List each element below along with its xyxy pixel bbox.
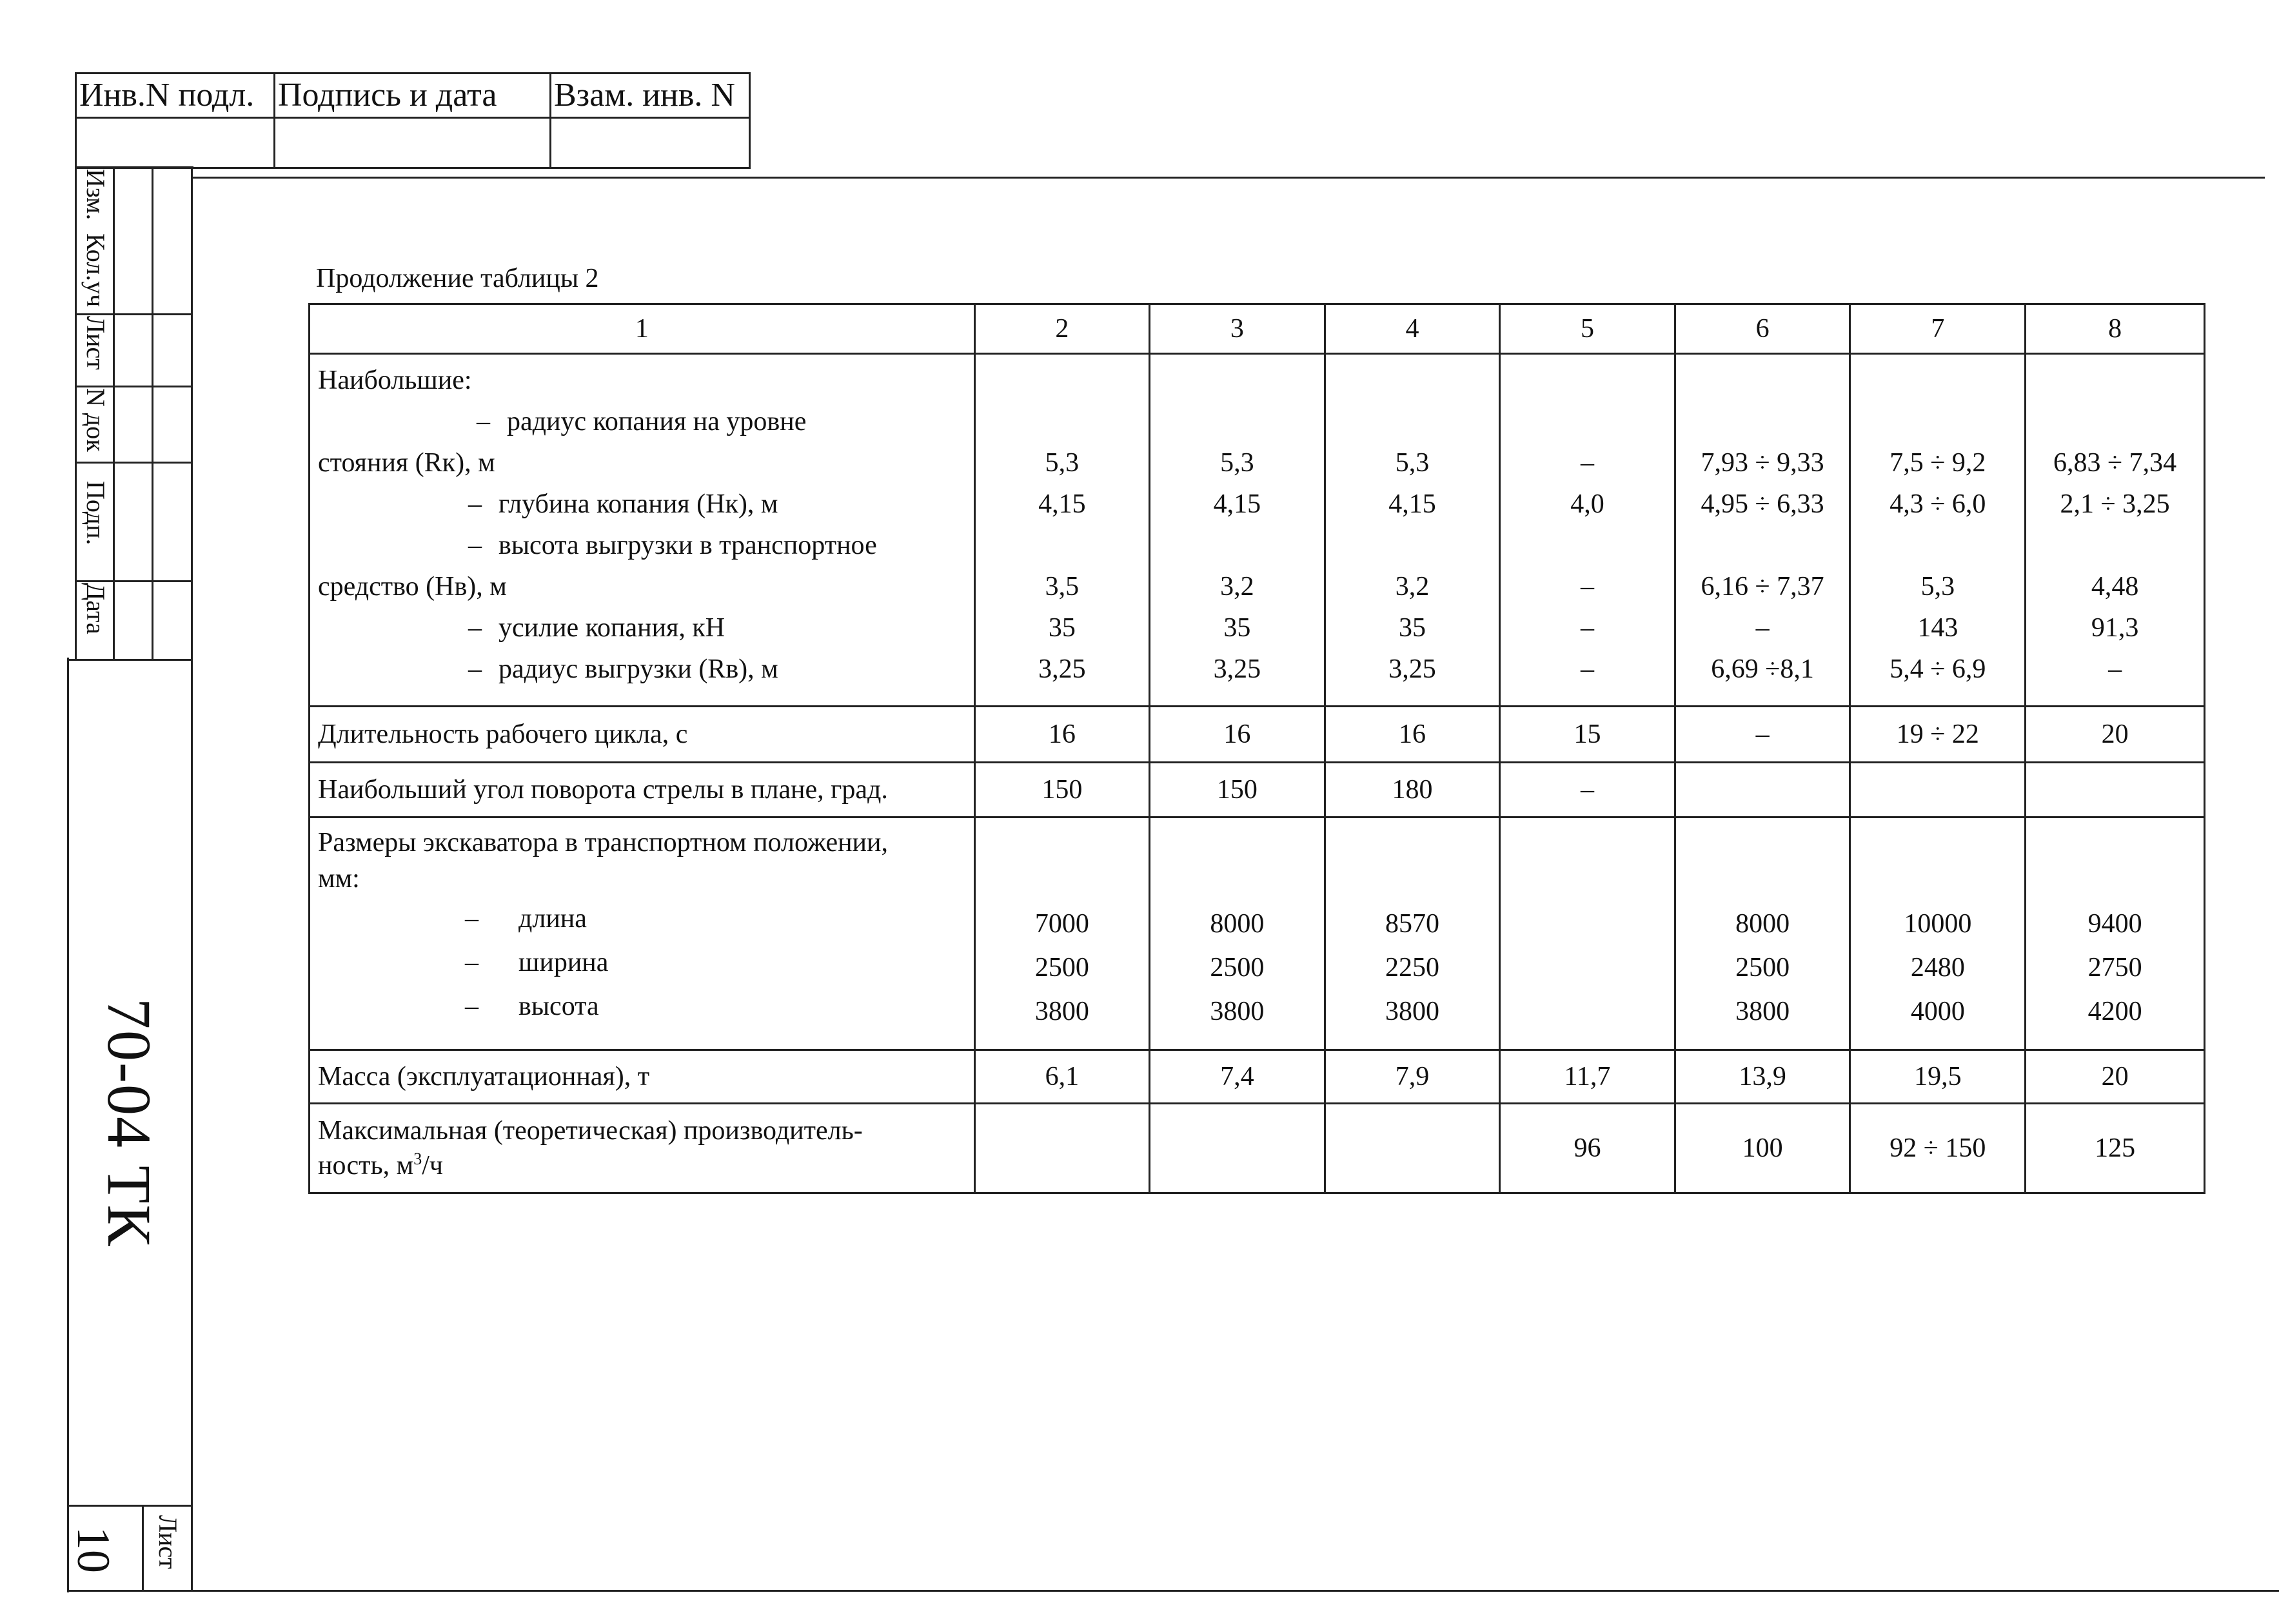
table-cell (1850, 763, 2026, 817)
row-label-largest (310, 354, 975, 707)
header-cell: 6 (1675, 304, 1850, 354)
table-cell: 150 (1150, 763, 1325, 817)
row-label-mass: Масса (эксплуатационная), т (310, 1050, 975, 1104)
table-row-largest (310, 354, 2205, 707)
dims-col-4: 8570 2250 3800 (1325, 817, 1500, 1050)
header-cell: 5 (1500, 304, 1675, 354)
largest-col-2: 5,3 4,15 3,5 35 3,25 (974, 354, 1150, 707)
side-label-ndok: N док (81, 388, 110, 452)
table-row-mass (310, 1050, 2205, 1104)
frame-line-left-upper (75, 166, 77, 660)
table-row-angle (310, 763, 2205, 817)
largest-title: Наибольшие: (318, 366, 472, 395)
side-label-izm: Изм. (81, 169, 110, 220)
side-row-line-1 (75, 313, 192, 315)
row-label-cycle: Длительность рабочего цикла, с (310, 707, 975, 763)
largest-item-5: – радиус выгрузки (Rв), м (468, 654, 778, 684)
largest-col-7: 7,5 ÷ 9,2 4,3 ÷ 6,0 5,3 143 5,4 ÷ 6,9 (1850, 354, 2026, 707)
frame-line-top (191, 177, 2265, 179)
side-row-line-4 (75, 580, 192, 582)
dims-length: – длина (465, 904, 587, 934)
stamp-inv-label: Инв.N подл. (79, 77, 255, 113)
dims-col-5 (1500, 817, 1675, 1050)
table-cell: 16 (1150, 707, 1325, 763)
stamp-cell-replace (551, 74, 749, 167)
largest-col-3: 5,3 4,15 3,2 35 3,25 (1150, 354, 1325, 707)
table-cell (1150, 1104, 1325, 1193)
table-cell: 16 (1325, 707, 1500, 763)
table-cell: 7,4 (1150, 1050, 1325, 1104)
stamp-cell-sign (275, 74, 551, 167)
table-cell (1675, 763, 1850, 817)
table-cell: 125 (2026, 1104, 2205, 1193)
dims-col-2: 7000 2500 3800 (974, 817, 1150, 1050)
stamp-replace-label: Взам. инв. N (554, 77, 735, 113)
table-cell: – (1675, 707, 1850, 763)
side-label-kol: Кол.уч (81, 233, 110, 308)
stamp-cell-inv (77, 74, 275, 167)
table-cell: 19 ÷ 22 (1850, 707, 2026, 763)
side-row-line-2 (75, 386, 192, 387)
frame-line-left-lower (67, 658, 69, 1592)
largest-item-1b: стояния (Rк), м (318, 448, 495, 478)
largest-col-6: 7,93 ÷ 9,33 4,95 ÷ 6,33 6,16 ÷ 7,37 – 6,69 ÷8,1 (1675, 354, 1850, 707)
table-cell: 16 (974, 707, 1150, 763)
row-label-productivity: Максимальная (теоретическая) производитель- ность, $м^3/ч$ (310, 1104, 975, 1193)
largest-col-8: 6,83 ÷ 7,34 2,1 ÷ 3,25 4,48 91,3 – (2026, 354, 2205, 707)
largest-item-1a: – радиус копания на уровне (477, 407, 807, 436)
table-cell: 11,7 (1500, 1050, 1675, 1104)
table-cell (974, 1104, 1150, 1193)
header-cell: 1 (310, 304, 975, 354)
side-row-line-3 (75, 462, 192, 464)
dims-col-6: 8000 2500 3800 (1675, 817, 1850, 1050)
sheet-box-divider (142, 1505, 144, 1591)
stamp-sign-label: Подпись и дата (278, 77, 497, 113)
specs-table (308, 303, 2205, 1194)
largest-col-4: 5,3 4,15 3,2 35 3,25 (1325, 354, 1500, 707)
frame-line-inner (191, 166, 193, 1591)
table-cell: 20 (2026, 707, 2205, 763)
side-label-podp: Подп. (81, 481, 110, 545)
dims-col-8: 9400 2750 4200 (2026, 817, 2205, 1050)
table-cell: 7,9 (1325, 1050, 1500, 1104)
header-cell: 4 (1325, 304, 1500, 354)
side-col-line-2 (152, 166, 153, 660)
table-header-row (310, 304, 2205, 354)
table-cell: 15 (1500, 707, 1675, 763)
table-cell: – (1500, 763, 1675, 817)
frame-line-top-left (75, 166, 193, 168)
productivity-unit-line: ность, $м^3/ч$ (318, 1150, 444, 1180)
header-cell: 2 (974, 304, 1150, 354)
side-row-line-6 (67, 1505, 192, 1507)
header-cell: 3 (1150, 304, 1325, 354)
table-row-dimensions (310, 817, 2205, 1050)
side-label-list: Лист (81, 316, 110, 370)
document-code: 70-04 ТК (95, 998, 164, 1247)
largest-item-3b: средство (Нв), м (318, 572, 507, 602)
table-row-productivity (310, 1104, 2205, 1193)
table-cell: 6,1 (974, 1050, 1150, 1104)
table-cell: 13,9 (1675, 1050, 1850, 1104)
table-cell: 19,5 (1850, 1050, 2026, 1104)
largest-col-5: – 4,0 – – – (1500, 354, 1675, 707)
frame-line-bottom (67, 1590, 2279, 1592)
side-row-line-5 (67, 659, 192, 661)
table-cell: 100 (1675, 1104, 1850, 1193)
largest-item-2: – глубина копания (Нк), м (468, 489, 778, 519)
row-label-angle: Наибольший угол поворота стрелы в плане, град. (310, 763, 975, 817)
side-col-line-1 (113, 166, 115, 660)
sheet-label: Лист (153, 1515, 183, 1569)
table-cell: 20 (2026, 1050, 2205, 1104)
row-label-dimensions: Размеры экскаватора в транспортном положении, мм: – длина – ширина – высота (310, 817, 975, 1050)
largest-item-3a: – высота выгрузки в транспортное (468, 531, 877, 560)
table-cell: 150 (974, 763, 1150, 817)
table-row-cycle (310, 707, 2205, 763)
table-cell: 180 (1325, 763, 1500, 817)
side-label-data: Дата (81, 583, 110, 634)
table-caption: Продолжение таблицы 2 (316, 264, 599, 293)
table-cell (1325, 1104, 1500, 1193)
approval-stamp-block (75, 72, 751, 169)
table-cell: 92 ÷ 150 (1850, 1104, 2026, 1193)
sheet-number: 10 (68, 1527, 119, 1573)
stamp-divider (77, 117, 749, 119)
table-cell (2026, 763, 2205, 817)
largest-item-4: – усилие копания, кН (468, 613, 725, 643)
dims-col-7: 10000 2480 4000 (1850, 817, 2026, 1050)
header-cell: 8 (2026, 304, 2205, 354)
dims-col-3: 8000 2500 3800 (1150, 817, 1325, 1050)
table-cell: 96 (1500, 1104, 1675, 1193)
dims-height: – высота (465, 992, 599, 1021)
dims-width: – ширина (465, 948, 609, 977)
header-cell: 7 (1850, 304, 2026, 354)
